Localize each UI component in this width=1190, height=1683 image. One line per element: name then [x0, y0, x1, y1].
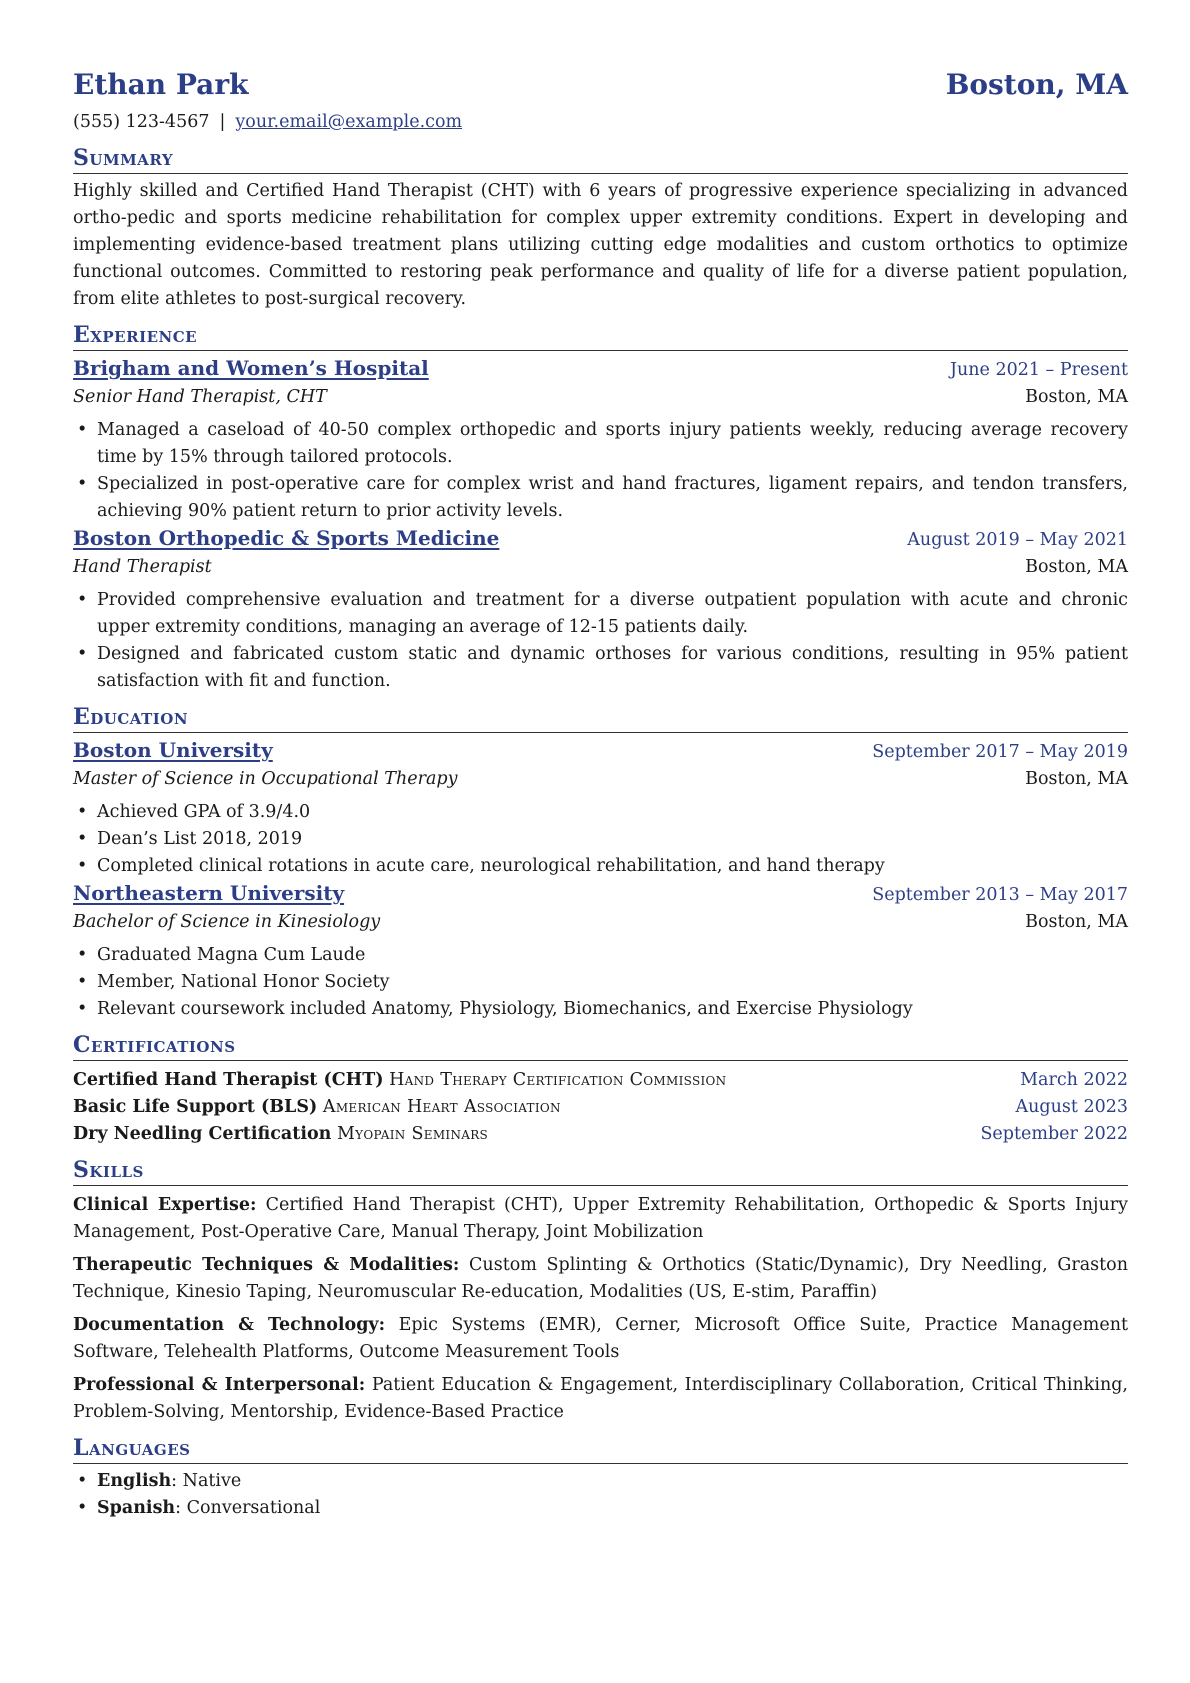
- list-item: • Designed and fabricated custom static and dynamic orthoses for various conditions, resulting in 95% patient satisfaction with fit and function.: [97, 641, 1128, 695]
- language-level: : Native: [171, 1471, 242, 1491]
- certification-row: [73, 1121, 1128, 1148]
- entry-location: Boston, MA: [1025, 769, 1128, 789]
- entry-header: [73, 525, 1128, 554]
- skill-group: [73, 1372, 1128, 1426]
- language-name: English: [97, 1471, 172, 1491]
- entry-location: Boston, MA: [1025, 912, 1128, 932]
- entry-dates: June 2021 – Present: [949, 360, 1128, 380]
- skill-text: Certified Hand Therapist (CHT), Upper Extremity Rehabilitation, Orthopedic & Sports Injury Management, Post-Operative Care, Manual Therapy, Joint Mobilization: [73, 1195, 1128, 1242]
- candidate-location: Boston, MA: [945, 68, 1128, 101]
- entry-dates: September 2013 – May 2017: [872, 885, 1128, 905]
- summary-text: Highly skilled and Certified Hand Therapist (CHT) with 6 years of progressive experience specializing in advanced ortho-pedic and sports medicine rehabilitation for complex upper extremity conditions. Expert in developing and implementing evidence-based treatment plans utilizing cutting edge modalities and custom orthotics to optimize functional outcomes. Committed to restoring peak performance and quality of life for a diverse patient population, from elite athletes to post-surgical recovery.: [73, 181, 1128, 309]
- certification-row: [73, 1094, 1128, 1121]
- list-item: • Dean’s List 2018, 2019: [97, 826, 1128, 853]
- entry-dates: August 2019 – May 2021: [907, 530, 1128, 550]
- entry-location: Boston, MA: [1025, 387, 1128, 407]
- entry-header: [73, 880, 1128, 909]
- header: [73, 62, 1128, 108]
- section-title-education: Education: [73, 703, 1128, 733]
- certification-row: [73, 1067, 1128, 1094]
- certification-date: March 2022: [1020, 1070, 1128, 1090]
- skill-label: Documentation & Technology:: [73, 1315, 386, 1335]
- entry-subheader: [73, 554, 1128, 581]
- certification-date: August 2023: [1015, 1097, 1128, 1117]
- entry-subheader: [73, 909, 1128, 936]
- section-title-skills: Skills: [73, 1156, 1128, 1186]
- skill-group: [73, 1312, 1128, 1366]
- entry-header: [73, 355, 1128, 384]
- degree: Bachelor of Science in Kinesiology: [73, 912, 381, 932]
- experience-entry: [73, 355, 1128, 525]
- section-title-languages: Languages: [73, 1434, 1128, 1464]
- entry-header: [73, 737, 1128, 766]
- candidate-name: Ethan Park: [73, 68, 249, 101]
- skill-label: Therapeutic Techniques & Modalities:: [73, 1255, 460, 1275]
- contact-separator: |: [219, 112, 226, 132]
- list-item: • Managed a caseload of 40-50 complex orthopedic and sports injury patients weekly, reducing average recovery time by 15% through tailored protocols.: [97, 417, 1128, 471]
- summary-section: [73, 144, 1128, 313]
- languages-list: [73, 1468, 1128, 1522]
- certification-date: September 2022: [980, 1124, 1128, 1144]
- section-title-experience: Experience: [73, 321, 1128, 351]
- contact-line: [73, 108, 1128, 136]
- skills-section: [73, 1156, 1128, 1426]
- languages-section: [73, 1434, 1128, 1522]
- list-item: • Graduated Magna Cum Laude: [97, 942, 1128, 969]
- certifications-list: [73, 1067, 1128, 1148]
- certification-name: Dry Needling Certification: [73, 1124, 332, 1144]
- skill-label: Clinical Expertise:: [73, 1195, 257, 1215]
- school-link[interactable]: Northeastern University: [73, 881, 345, 905]
- phone: (555) 123-4567: [73, 112, 210, 132]
- section-title-certifications: Certifications: [73, 1031, 1128, 1061]
- list-item: [97, 1495, 1128, 1522]
- skill-label: Professional & Interpersonal:: [73, 1375, 366, 1395]
- language-name: Spanish: [97, 1498, 176, 1518]
- certification-issuer: Myopain Seminars: [336, 1124, 489, 1144]
- bullet-list: [73, 799, 1128, 880]
- list-item: • Specialized in post-operative care for complex wrist and hand fractures, ligament repairs, and tendon transfers, achieving 90% patient return to prior activity levels.: [97, 471, 1128, 525]
- education-entry: [73, 880, 1128, 1023]
- resume-content: [73, 62, 1128, 1522]
- certification-text: [73, 1121, 488, 1148]
- skill-text: Epic Systems (EMR), Cerner, Microsoft Office Suite, Practice Management Software, Telehealth Platforms, Outcome Measurement Tools: [73, 1315, 1128, 1362]
- skill-group: [73, 1252, 1128, 1306]
- experience-entry: [73, 525, 1128, 695]
- entry-subheader: [73, 384, 1128, 411]
- job-title: Senior Hand Therapist, CHT: [73, 387, 327, 407]
- list-item: [97, 1468, 1128, 1495]
- list-item: • Relevant coursework included Anatomy, Physiology, Biomechanics, and Exercise Physiology: [97, 996, 1128, 1023]
- bullet-list: [73, 587, 1128, 695]
- employer-link[interactable]: Brigham and Women’s Hospital: [73, 356, 429, 380]
- entry-dates: September 2017 – May 2019: [872, 742, 1128, 762]
- school-link[interactable]: Boston University: [73, 738, 273, 762]
- bullet-list: [73, 942, 1128, 1023]
- certification-issuer: American Heart Association: [322, 1097, 561, 1117]
- bullet-list: [73, 417, 1128, 525]
- list-item: • Achieved GPA of 3.9/4.0: [97, 799, 1128, 826]
- job-title: Hand Therapist: [73, 557, 212, 577]
- entry-location: Boston, MA: [1025, 557, 1128, 577]
- section-title-summary: Summary: [73, 144, 1128, 174]
- certification-name: Certified Hand Therapist (CHT): [73, 1070, 384, 1090]
- skill-text: Custom Splinting & Orthotics (Static/Dynamic), Dry Needling, Graston Technique, Kinesio Taping, Neuromuscular Re-education, Modalities (US, E-stim, Paraffin): [73, 1255, 1128, 1302]
- certification-text: [73, 1094, 561, 1121]
- list-item: • Completed clinical rotations in acute care, neurological rehabilitation, and hand therapy: [97, 853, 1128, 880]
- certification-name: Basic Life Support (BLS): [73, 1097, 318, 1117]
- certifications-section: [73, 1031, 1128, 1148]
- education-section: [73, 703, 1128, 1023]
- language-level: : Conversational: [175, 1498, 321, 1518]
- certification-issuer: Hand Therapy Certification Commission: [389, 1070, 727, 1090]
- entry-subheader: [73, 766, 1128, 793]
- certification-text: [73, 1067, 726, 1094]
- experience-section: [73, 321, 1128, 695]
- employer-link[interactable]: Boston Orthopedic & Sports Medicine: [73, 526, 500, 550]
- education-entry: [73, 737, 1128, 880]
- email-link[interactable]: your.email@example.com: [235, 112, 463, 132]
- skill-group: [73, 1192, 1128, 1246]
- skill-text: Patient Education & Engagement, Interdisciplinary Collaboration, Critical Thinking, Problem-Solving, Mentorship, Evidence-Based Practice: [73, 1375, 1128, 1422]
- degree: Master of Science in Occupational Therapy: [73, 769, 458, 789]
- list-item: • Member, National Honor Society: [97, 969, 1128, 996]
- list-item: • Provided comprehensive evaluation and treatment for a diverse outpatient population with acute and chronic upper extremity conditions, managing an average of 12-15 patients daily.: [97, 587, 1128, 641]
